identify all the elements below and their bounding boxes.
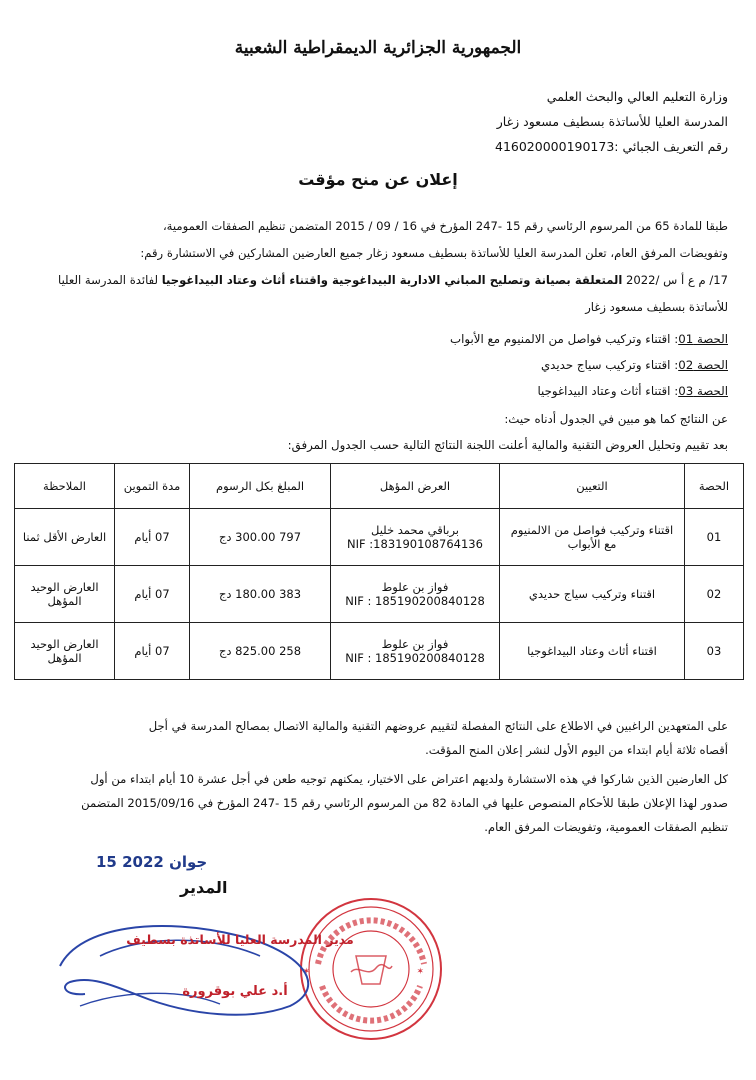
offer-name: فواز بن علوط: [381, 580, 449, 594]
intro-line-1: طبقا للمادة 65 من المرسوم الرئاسي رقم 15 -247 المؤرخ في 16 / 09 / 2015 المتضمن تنظيم الصفقات العمومية،: [162, 219, 728, 233]
cell-amount: [190, 623, 331, 680]
cell-duration: 07 أيام: [115, 509, 190, 566]
stamp-title: مدير المدرسة العليا للأساتذة بسطيف: [126, 932, 354, 947]
lot-label: الحصة 01: [678, 332, 728, 346]
header-lot: الحصة: [685, 464, 744, 509]
cell-lot: 01: [685, 509, 744, 566]
closing-p1-line-2: أقصاه ثلاثة أيام ابتداء من اليوم الأول لنشر إعلان المنح المؤقت.: [425, 743, 728, 757]
intro-line-2: وتفويضات المرفق العام، تعلن المدرسة العليا للأساتذة بسطيف مسعود زغار جميع العارضين المشاركين في الاستشارة رقم:: [140, 246, 728, 260]
cell-designation: اقتناء وتركيب فواصل من الالمنيوم مع الأبواب: [500, 509, 685, 566]
cell-designation: اقتناء وتركيب سياج حديدي: [500, 566, 685, 623]
evaluation-intro: بعد تقييم وتحليل العروض التقنية والمالية أعلنت اللجنة النتائج التالية حسب الجدول المرفق:: [287, 438, 728, 452]
table-row: [15, 623, 744, 680]
consultation-ref: 17/ م ع أ س /2022: [626, 273, 728, 287]
table-header-row: [15, 464, 744, 509]
consultation-subject: المتعلقة بصيانة وتصليح المباني الادارية البيداغوجية واقتناء أثاث وعتاد البيداغوجيا: [161, 273, 623, 287]
amount-value: 383 180.00 دج: [218, 587, 302, 601]
cell-offer: [331, 623, 500, 680]
closing-p2-line-3: تنظيم الصفقات العمومية، وتفويضات المرفق العام.: [484, 820, 728, 834]
director-label: المدير: [180, 878, 228, 897]
republic-heading: الجمهورية الجزائرية الديمقراطية الشعبية: [234, 38, 522, 58]
cell-duration: 07 أيام: [115, 623, 190, 680]
intro-line-4: للأساتذة بسطيف مسعود زغار: [585, 300, 728, 314]
cell-remark: العارض الوحيد المؤهل: [15, 623, 115, 680]
closing-p1-line-1: على المتعهدين الراغبين في الاطلاع على النتائج المفصلة لتقييم عروضهم التقنية والمالية الاتصال بمصالح المدرسة في أجل: [148, 719, 728, 733]
amount-value: 258 825.00 دج: [218, 644, 302, 658]
offer-nif: NIF : 185190200840128: [345, 651, 485, 665]
date-stamp: 15 جوان 2022: [96, 853, 208, 871]
tax-id-line: رقم التعريف الجبائي :416020000190173: [495, 139, 728, 154]
lot-item: [450, 330, 728, 348]
lot-label: الحصة 02: [678, 358, 728, 372]
offer-nif: NIF : 185190200840128: [345, 594, 485, 608]
header-designation: التعيين: [500, 464, 685, 509]
cell-lot: 03: [685, 623, 744, 680]
offer-nif: NIF :183190108764136: [347, 537, 483, 551]
cell-amount: [190, 509, 331, 566]
ministry-line: وزارة التعليم العالي والبحث العلمي: [546, 89, 728, 104]
cell-designation: اقتناء أثاث وعتاد البيداغوجيا: [500, 623, 685, 680]
handwritten-signature-icon: [40, 896, 340, 1026]
closing-p2-line-1: كل العارضين الذين شاركوا في هذه الاستشارة ولديهم اعتراض على الاختيار، يمكنهم توجيه طعن في أجل عشرة 10 أيام ابتداء من أول: [90, 772, 728, 786]
closing-p2-line-2: صدور لهذا الإعلان طبقا للأحكام المنصوص عليها في المادة 82 من المرسوم الرئاسي رقم 15 -247 المؤرخ في 2015/09/16 المتضمن: [81, 796, 728, 810]
lot-label: الحصة 03: [678, 384, 728, 398]
header-offer: العرض المؤهل: [331, 464, 500, 509]
header-amount: المبلغ بكل الرسوم: [190, 464, 331, 509]
cell-lot: 02: [685, 566, 744, 623]
intro-line-3: [22, 267, 728, 293]
cell-remark: العارض الوحيد المؤهل: [15, 566, 115, 623]
results-table: [14, 463, 744, 680]
lot-item: [537, 382, 728, 400]
stamp-name: أ.د علي بوقرورة: [182, 984, 288, 999]
offer-name: برباقي محمد خليل: [370, 523, 459, 537]
amount-value: 797 300.00 دج: [218, 530, 302, 544]
table-row: [15, 566, 744, 623]
offer-name: فواز بن علوط: [381, 637, 449, 651]
intro-line-3-tail: لفائدة المدرسة العليا: [58, 273, 159, 287]
header-remark: الملاحظة: [15, 464, 115, 509]
lot-text: : اقتناء أثاث وعتاد البيداغوجيا: [537, 384, 679, 398]
cell-remark: العارض الأقل ثمنا: [15, 509, 115, 566]
cell-offer: [331, 566, 500, 623]
lot-text: : اقتناء وتركيب سياج حديدي: [540, 358, 679, 372]
cell-amount: [190, 566, 331, 623]
school-line: المدرسة العليا للأساتذة بسطيف مسعود زغار: [496, 114, 728, 129]
cell-offer: [331, 509, 500, 566]
lot-text: : اقتناء وتركيب فواصل من الالمنيوم مع الأبواب: [449, 332, 679, 346]
header-duration: مدة التموين: [115, 464, 190, 509]
results-intro: عن النتائج كما هو مبين في الجدول أدناه حيث:: [504, 412, 728, 426]
svg-text:✶: ✶: [416, 967, 424, 977]
document-title: إعلان عن منح مؤقت: [298, 170, 458, 189]
svg-text:✶: ✶: [302, 967, 310, 977]
table-row: [15, 509, 744, 566]
lot-item: [541, 356, 728, 374]
cell-duration: 07 أيام: [115, 566, 190, 623]
